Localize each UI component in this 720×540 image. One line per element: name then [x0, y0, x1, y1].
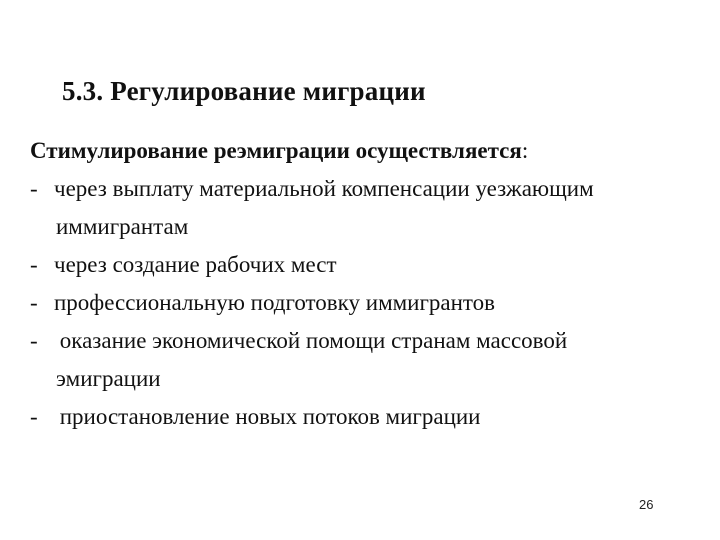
- bullet-line: через выплату материальной компенсации уезжающим: [54, 176, 594, 201]
- bullet-dash: -: [30, 252, 38, 277]
- list-item: [30, 398, 716, 436]
- bullet-line: приостановление новых потоков миграции: [54, 404, 481, 429]
- bullet-line: через создание рабочих мест: [54, 252, 337, 277]
- slide-body: [30, 132, 716, 436]
- lead-sentence: [30, 132, 716, 170]
- slide-title: 5.3. Регулирование миграции: [62, 76, 426, 106]
- list-item: [30, 246, 716, 284]
- bullet-text: [54, 246, 716, 284]
- bullet-dash: -: [30, 290, 38, 315]
- bullet-text: [54, 398, 716, 436]
- list-item: [30, 170, 716, 246]
- bullet-line: профессиональную подготовку иммигрантов: [54, 290, 496, 315]
- bullet-dash: -: [30, 404, 38, 429]
- bullet-text: [54, 284, 716, 322]
- bullet-dash: -: [30, 328, 38, 353]
- page-number: 26: [639, 497, 654, 512]
- list-item: [30, 284, 716, 322]
- bullet-text: [54, 170, 716, 246]
- list-item: [30, 322, 716, 398]
- bullet-dash: -: [30, 176, 38, 201]
- bullet-line-continued: эмиграции: [56, 366, 161, 391]
- lead-bold-text: Стимулирование реэмиграции осуществляется: [30, 138, 522, 163]
- bullet-list: [30, 170, 716, 436]
- lead-colon: :: [521, 138, 529, 163]
- bullet-line: оказание экономической помощи странам массовой: [54, 328, 568, 353]
- bullet-text: [54, 322, 716, 398]
- bullet-line-continued: иммигрантам: [56, 214, 189, 239]
